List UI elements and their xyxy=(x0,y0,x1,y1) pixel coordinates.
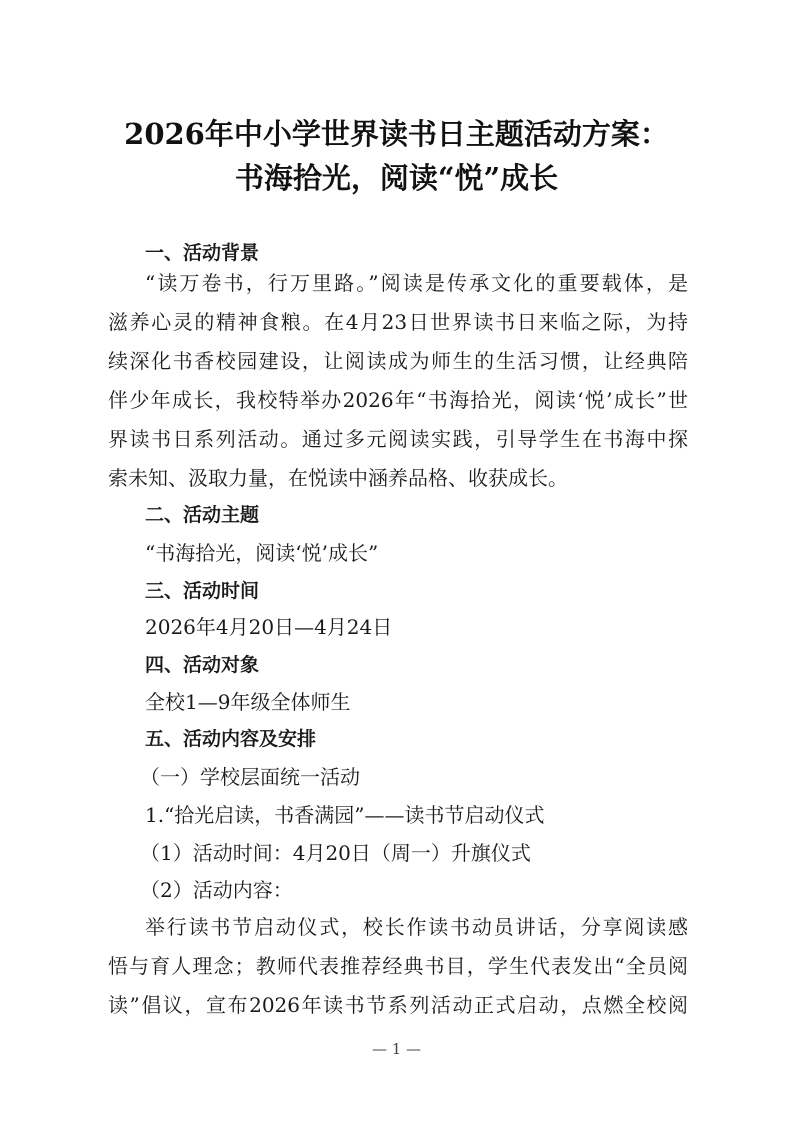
audience-text: 全校1—9年级全体师生 xyxy=(145,690,351,714)
item-time: （1）活动时间：4月20日（周一）升旗仪式 xyxy=(140,841,531,865)
item-content-label: （2）活动内容： xyxy=(140,878,293,902)
document-title-line-2: 书海拾光，阅读“悦”成长 xyxy=(234,161,559,195)
paragraph-line: 伴少年成长，我校特举办2026年“书海拾光，阅读‘悦’成长”世 xyxy=(108,388,688,412)
paragraph-line: 悟与育人理念；教师代表推荐经典书目，学生代表发出“全员阅 xyxy=(108,954,688,978)
document-title-line-1: 2026年中小学世界读书日主题活动方案： xyxy=(124,117,669,151)
paragraph-line: “读万卷书，行万里路。”阅读是传承文化的重要载体，是 xyxy=(145,271,688,295)
section-heading-time: 三、活动时间 xyxy=(145,580,260,602)
item-title: 1.“拾光启读，书香满园”——读书节启动仪式 xyxy=(145,803,545,827)
paragraph-line: 举行读书节启动仪式，校长作读书动员讲话，分享阅读感 xyxy=(145,915,688,939)
paragraph-line: 续深化书香校园建设，让阅读成为师生的生活习惯，让经典陪 xyxy=(108,349,688,373)
paragraph-line: 界读书日系列活动。通过多元阅读实践，引导学生在书海中探 xyxy=(108,427,688,451)
subsection-heading: （一）学校层面统一活动 xyxy=(140,765,360,789)
paragraph-line: 读”倡议，宣布2026年读书节系列活动正式启动，点燃全校阅 xyxy=(108,993,688,1017)
section-heading-content: 五、活动内容及安排 xyxy=(145,728,317,750)
page-number: — 1 — xyxy=(371,1040,422,1058)
section-heading-theme: 二、活动主题 xyxy=(145,504,260,526)
section-heading-audience: 四、活动对象 xyxy=(145,654,260,676)
section-heading-background: 一、活动背景 xyxy=(145,242,260,264)
time-text: 2026年4月20日—4月24日 xyxy=(145,615,393,639)
paragraph-line: 滋养心灵的精神食粮。在4月23日世界读书日来临之际，为持 xyxy=(108,310,688,334)
paragraph-line: 索未知、汲取力量，在悦读中涵养品格、收获成长。 xyxy=(108,466,568,490)
theme-text: “书海拾光，阅读‘悦’成长” xyxy=(145,541,379,565)
